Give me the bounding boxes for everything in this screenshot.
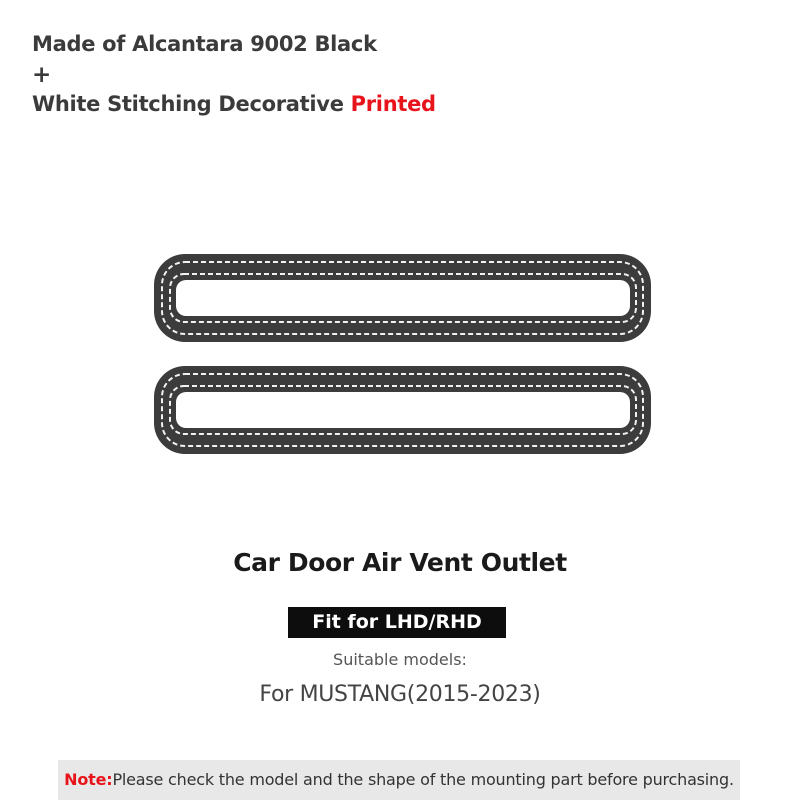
air-vent-frame-bottom-graphic bbox=[150, 362, 655, 458]
note-label: Note: bbox=[64, 770, 113, 789]
headline-stitching bbox=[32, 92, 436, 116]
headline-stitching-text: White Stitching Decorative bbox=[32, 92, 351, 116]
headline-plus: + bbox=[32, 62, 51, 88]
suitable-models-label: Suitable models: bbox=[333, 650, 467, 669]
fitment-badge: Fit for LHD/RHD bbox=[288, 607, 506, 638]
note-text: Please check the model and the shape of the mounting part before purchasing. bbox=[112, 770, 734, 789]
headline-printed-accent: Printed bbox=[350, 92, 436, 116]
air-vent-frame-top-graphic bbox=[150, 250, 655, 346]
air-vent-frame-bottom bbox=[150, 362, 655, 458]
product-title: Car Door Air Vent Outlet bbox=[233, 548, 567, 577]
purchase-note bbox=[58, 760, 740, 800]
air-vent-frame-top bbox=[150, 250, 655, 346]
suitable-models-value: For MUSTANG(2015-2023) bbox=[259, 682, 541, 707]
headline-material: Made of Alcantara 9002 Black bbox=[32, 32, 377, 56]
